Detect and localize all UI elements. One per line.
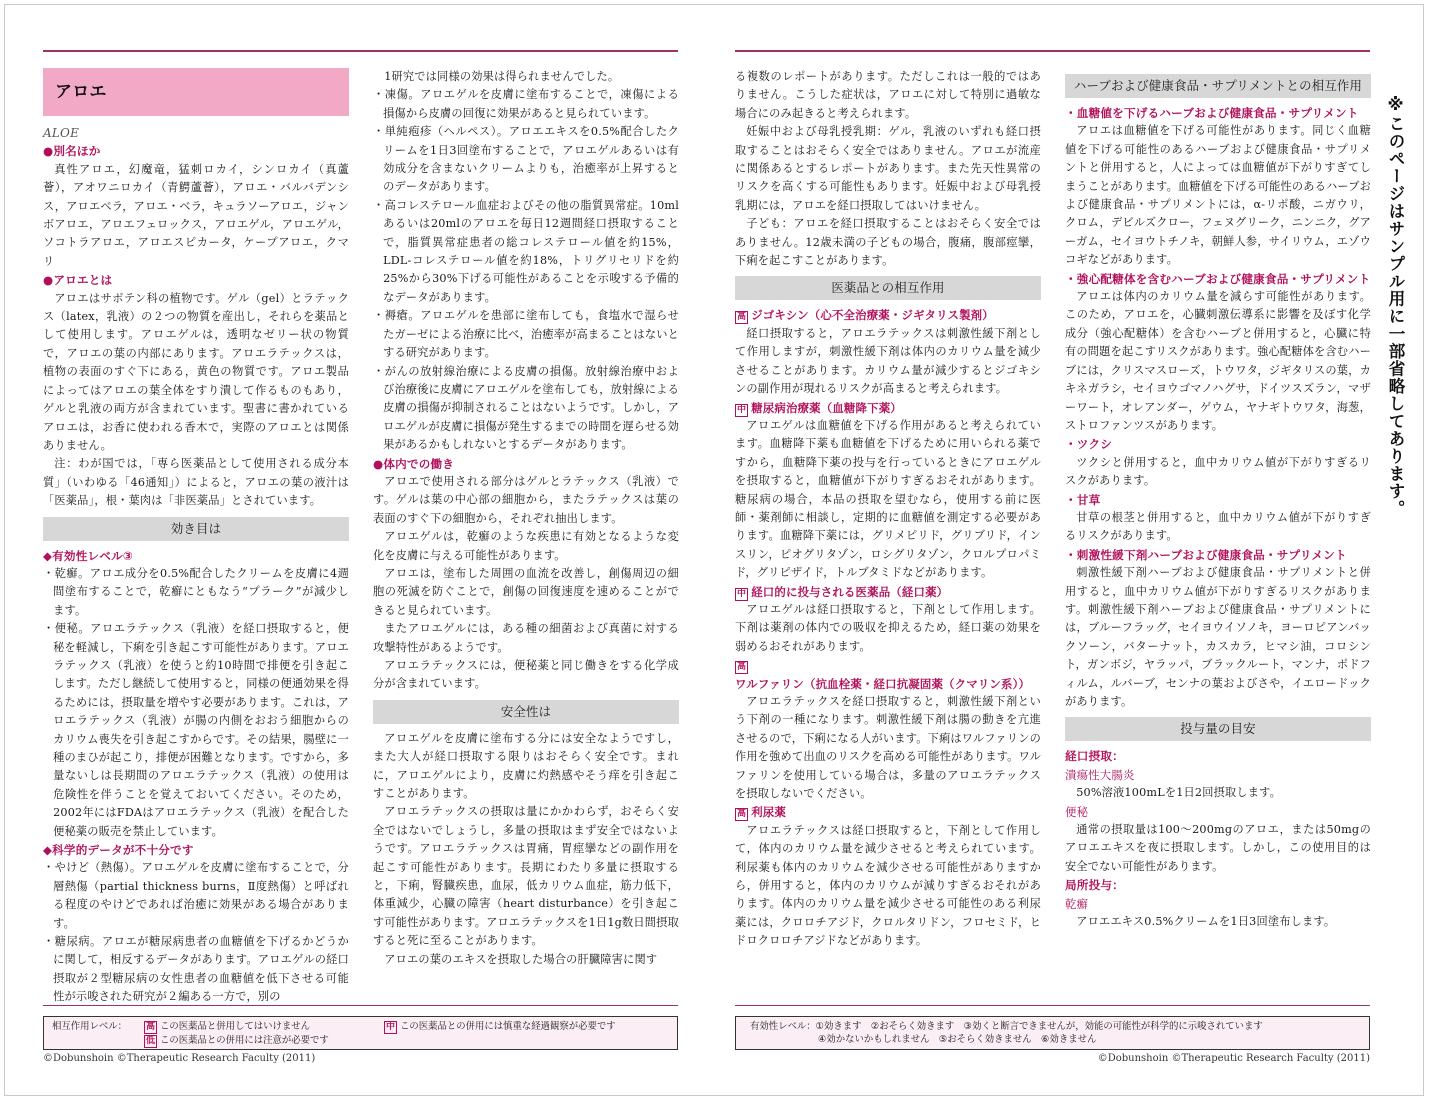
section-band: 投与量の目安 bbox=[1065, 717, 1371, 741]
dosage-condition: 便秘 bbox=[1065, 804, 1089, 819]
paragraph: 子ども：アロエを経口摂取することはおそらく安全ではありません。12歳未満の子どもの場合，腹痛，腹部痙攣，下痢を起こすことがあります。 bbox=[735, 217, 1041, 268]
legend-high: この医薬品と併用してはいけません bbox=[160, 1021, 311, 1032]
interaction-level-badge: 中 bbox=[737, 588, 747, 599]
top-rule bbox=[735, 50, 1370, 52]
paragraph: アロエラテックスには，便秘薬と同じ働きをする化学成分が含まれています。 bbox=[373, 659, 679, 691]
section-band: ハーブおよび健康食品・サプリメントとの相互作用 bbox=[1065, 74, 1371, 98]
interaction-level-badge: 中 bbox=[737, 404, 747, 415]
drug-name: ジゴキシン（心不全治療薬・ジギタリス製剤） bbox=[751, 308, 994, 323]
paragraph: 真性アロエ，幻魔竜，猛刺ロカイ，シンロカイ（真蘆薈），アオワニロカイ（青鰐蘆薈），アロエ・バルバデンシス，アロエベラ，アロエ・ベラ，キュラソーアロエ，ジャンボアロエ，アロエフェロックス，アロエゲル，アロエゲル，ソコトラアロエ，アロエスピカータ，ケープアロエ，クマリ bbox=[43, 162, 349, 268]
paragraph: アロエは体内のカリウム量を減らす可能性があります。このため，アロエを，心臓刺激伝導系に影響を及ぼす化学成分（強心配糖体）を含むハーブと併用すると，心臓に特有の問題を起こすリスクがあります。強心配糖体を含むハーブには，クリスマスローズ，トウワタ，ジギタリスの葉，カキネガラシ，セイヨウゴマノハグサ，ドイツスズラン，マザーワート，オレアンダー，ゲウム，ヤナギトウワタ，海葱，ストロファンツスがあります。 bbox=[1065, 290, 1371, 432]
section-heading: ・ツクシ bbox=[1065, 437, 1113, 452]
section-heading: ◆科学的データが不十分です bbox=[43, 843, 194, 858]
list-item: ・高コレステロール血症およびその他の脂質異常症。10mlあるいは20mlのアロエを毎日12週間経口摂取することで，脂質異常症患者の総コレステロール値を約15%，LDL-コレステロール値を約18%，トリグリセリドを約25%から30%下げる可能性があることを示唆する予備的なデータがあります。 bbox=[373, 198, 679, 304]
paragraph: アロエゲルは経口摂取すると，下剤として作用します。下剤は薬剤の体内での吸収を抑えるため，経口薬の効果を弱めるおそれがあります。 bbox=[735, 602, 1041, 653]
drug-heading bbox=[735, 583, 1041, 601]
paragraph: 1研究では同様の効果は得られませんでした。 bbox=[384, 70, 620, 83]
section-heading: ・強心配糖体を含むハーブおよび健康食品・サプリメント bbox=[1065, 271, 1371, 286]
paragraph: る複数のレポートがあります。ただしこれは一般的ではありません。こうした症状は，アロエに対して特別に過敏な場合にのみ起きると考えられます。 bbox=[735, 70, 1041, 120]
paragraph: アロエエキス0.5%クリームを1日3回塗布します。 bbox=[1076, 915, 1336, 929]
interaction-level-badge: 高 bbox=[737, 662, 747, 673]
section-heading: ・血糖値を下げるハーブおよび健康食品・サプリメント bbox=[1065, 106, 1359, 120]
copyright: ©Dobunshoin ©Therapeutic Research Faculty (2011) bbox=[1097, 1053, 1370, 1064]
list-item: ・便秘。アロエラテックス（乳液）を経口摂取すると，便秘を軽減し，下痢を引き起こす可能性があります。アロエラテックス（乳液）を使うと約10時間で排便を引き起こします。ただし継続して使用すると，同様の便通効果を得るためには，摂取量を増やす必要があります。これは，アロエラテックス（乳液）が腸の内側をおおう細胞からのカリウム喪失を引き起こすからです。その結果，腸壁に一種のまひが起こり，排便が困難となります。ですから，多量ないしは長期間のアロエラテックス（乳液）の使用は危険性を伴うことを覚えておいてください。そのため，2002年にはFDAはアロエラテックス（乳液）を配合した便秘薬の販売を禁止しています。 bbox=[43, 622, 349, 838]
list-item: ・やけど（熱傷）。アロエゲルを皮膚に塗布することで，分層熱傷（partial thickness burns，Ⅱ度熱傷）と呼ばれる程度のやけどであれば治癒に効果がある場合があります。 bbox=[43, 861, 349, 930]
bottom-rule bbox=[43, 1005, 678, 1006]
paragraph: アロエゲルは血糖値を下げる作用があると考えられています。血糖降下薬も血糖値を下げるために用いられる薬ですから，血糖降下薬の投与を行っているときにアロエゲルを摂取すると，血糖値が下がりすぎるおそれがあります。糖尿病の場合，本品の摂取を望むなら，使用する前に医師・薬剤師に相談し，定期的に血糖値を測定する必要があります。血糖降下薬には，グリメピリド，グリブリド，インスリン，ピオグリタゾン，ロシグリタゾン，クロルプロパミド，グリピザイド，トルブタミドなどがあります。 bbox=[735, 418, 1041, 580]
section-band: 医薬品との相互作用 bbox=[735, 276, 1041, 300]
list-item: ・凍傷。アロエゲルを皮膚に塗布することで，凍傷による損傷から皮膚の回復に効果があると見られています。 bbox=[373, 88, 679, 120]
section-heading: 経口摂取： bbox=[1065, 749, 1124, 764]
paragraph: アロエはサボテン科の植物です。ゲル（gel）とラテックス（latex，乳液）の２つの物質を産出し，それらを薬品として使用します。アロエゲルは，透明なゼリー状の物質で，アロエの葉の内部にあります。アロエラテックスは，植物の表面のすぐ下にある，黄色の物質です。アロエ製品によってはアロエの葉全体をすり潰して作るものもあり，ゲルと乳液の両方が含まれています。聖書に書かれているアロエは，お香に使われる香木で，実際のアロエとは関係ありません。 bbox=[43, 291, 349, 452]
mid-level-badge: 中 bbox=[386, 1022, 396, 1032]
left-page bbox=[43, 0, 678, 1100]
paragraph: アロエゲルは，乾癬のような疾患に有効となるような変化を皮膚に与える可能性があります。 bbox=[373, 530, 679, 562]
paragraph: アロエラテックスは経口摂取すると，下剤として作用して，体内のカリウム量を減少させると考えられています。利尿薬も体内のカリウムを減少させる可能性がありますから，併用すると，体内のカリウムが減りすぎるおそれがあります。体内のカリウム量を減少させる可能性のある利尿薬には，クロロチアジド，クロルタリドン，フロセミド，ヒドロクロロチアジドなどがあります。 bbox=[735, 823, 1041, 948]
paragraph: 通常の摂取量は100～200mgのアロエ，または50mgのアロエエキスを夜に摂取します。しかし，この使用目的は安全でない可能性があります。 bbox=[1065, 823, 1371, 873]
paragraph: アロエは，塗布した周囲の血流を改善し，創傷周辺の細胞の死滅を防ぐことで，創傷の回復速度を速めることができると見られています。 bbox=[373, 566, 679, 617]
right-column-a bbox=[735, 68, 1041, 951]
left-column-a bbox=[43, 68, 349, 1007]
paragraph: 経口摂取すると，アロエラテックスは刺激性緩下剤として作用しますが，刺激性緩下剤は体内のカリウム量を減少させることがあります。カリウム量が減少するとジゴキシンの副作用が現れるリスクが高まると考えられます。 bbox=[735, 326, 1041, 396]
right-page bbox=[735, 0, 1370, 1100]
paragraph: アロエで使用される部分はゲルとラテックス（乳液）です。ゲルは葉の中心部の細胞から，またラテックスは葉の表面のすぐ下の細胞から，それぞれ抽出します。 bbox=[373, 474, 679, 525]
paragraph: 注：わが国では，「専ら医薬品として使用される成分本質」（いわゆる「46通知」）によると，アロエの葉の液汁は「医薬品」，根・葉肉は「非医薬品」とされています。 bbox=[43, 457, 349, 508]
article-title: アロエ bbox=[43, 68, 349, 116]
section-heading: 局所投与： bbox=[1065, 878, 1124, 893]
efficacy-legend bbox=[735, 1016, 1370, 1050]
list-item: ・乾癬。アロエ成分を0.5%配合したクリームを皮膚に4週間塗布することで，乾癬にともなう“プラーク”が減少します。 bbox=[43, 566, 349, 617]
latin-name: ALOE bbox=[43, 126, 80, 140]
legend-mid: この医薬品との併用には慎重な経過観察が必要です bbox=[400, 1021, 616, 1032]
section-heading: ●アロエとは bbox=[43, 273, 113, 288]
drug-heading bbox=[735, 803, 1041, 821]
list-item: ・単純疱疹（ヘルペス）。アロエエキスを0.5%配合したクリームを1日3回塗布することで，アロエゲルあるいは有効成分を含まないクリームよりも，治癒率が上昇するとのデータがあります。 bbox=[373, 125, 679, 194]
low-level-badge: 低 bbox=[146, 1036, 156, 1046]
list-item: ・褥瘡。アロエゲルを患部に塗布しても，食塩水で湿らせたガーゼによる治療に比べ，治癒率が高まることはないとする研究があります。 bbox=[373, 309, 679, 360]
legend-low: この医薬品との併用には注意が必要です bbox=[160, 1035, 329, 1046]
paragraph: アロエラテックスの摂取は量にかかわらず，おそらく安全ではないでしょうし，多量の摂取はまず安全ではないようです。アロエラテックスは胃痛，胃痙攣などの副作用を起こす可能性があります。長期にわたり多量に摂取すると，下痢，腎臓疾患，血尿，低カリウム血症，筋力低下，体重減少，心臓の障害（heart disturbance）を引き起こす可能性があります。アロエラテックスを1日1g数日間摂取すると死に至ることがあります。 bbox=[373, 805, 679, 948]
paragraph: 刺激性緩下剤ハーブおよび健康食品・サプリメントと併用すると，血中カリウム値が下がりすぎるリスクがあります。刺激性緩下剤ハーブおよび健康食品・サプリメントには，ブルーフラッグ，セイヨウイソノキ，ヨーロピアンバックソーン，バターナット，カスカラ，ヒマシ油，コロシント，ガンボジ，ヤラッパ，ブラックルート，マンナ，ポドフィルム，ルバーブ，センナの葉およびさや，イエロードックがあります。 bbox=[1065, 566, 1371, 708]
paragraph: アロエゲルを皮膚に塗布する分には安全なようですし，また大人が経口摂取する限りはおそらく安全です。まれに，アロエゲルにより，皮膚に灼熱感やそう痒を引き起こすことがあります。 bbox=[373, 731, 679, 801]
paragraph: アロエの葉のエキスを摂取した場合の肝臓障害に関す bbox=[384, 952, 658, 966]
section-heading: ●体内での働き bbox=[373, 456, 455, 471]
interaction-level-badge: 高 bbox=[737, 312, 747, 323]
drug-name: 経口的に投与される医薬品（経口薬） bbox=[751, 584, 949, 599]
section-heading: ●別名ほか bbox=[43, 144, 101, 159]
legend-label: 相互作用レベル： bbox=[52, 1021, 128, 1032]
section-heading: ・刺激性緩下剤ハーブおよび健康食品・サプリメント bbox=[1065, 547, 1347, 562]
paragraph: アロエラテックスを経口摂取すると，刺激性緩下剤という下剤の一種になります。刺激性緩下剤は腸の動きを亢進させるので，下痢になる人がいます。下痢はワルファリンの作用を強めて出血のリスクを高める可能性があります。ワルファリンを使用している場合は，多量のアロエラテックスを摂取しないでください。 bbox=[735, 695, 1042, 801]
paragraph: 妊娠中および母乳授乳期：ゲル，乳液のいずれも経口摂取することはおそらく安全ではありません。アロエが流産に関係あるとするレポートがあります。また先天性異常のリスクを高くする可能性もあります。妊娠中および母乳授乳期には，アロエを経口摂取してはいけません。 bbox=[735, 125, 1041, 212]
drug-name: ワルファリン（抗血栓薬・経口抗凝固薬（クマリン系）） bbox=[735, 676, 1031, 691]
dosage-condition: 潰瘍性大腸炎 bbox=[1065, 767, 1135, 782]
drug-heading bbox=[735, 306, 1041, 324]
top-rule bbox=[43, 50, 678, 52]
paragraph: またアロエゲルには，ある種の細菌および真菌に対する攻撃特性があるようです。 bbox=[373, 622, 679, 654]
paragraph: アロエは血糖値を下げる可能性があります。同じく血糖値を下げる可能性のあるハーブおよび健康食品・サプリメントと併用すると，人によっては血糖値が下がりすぎてしまうことがあります。血糖値を下げる可能性のあるハーブおよび健康食品・サプリメントには，α-リポ酸，ニガウリ，クロム，デビルズクロー，フェヌグリーク，ニンニク，グアーガム，セイヨウトチノキ，朝鮮人参，サイリウム，エゾウコギなどがあります。 bbox=[1065, 124, 1372, 267]
left-column-b bbox=[373, 68, 679, 969]
copyright: ©Dobunshoin ©Therapeutic Research Faculty (2011) bbox=[43, 1053, 316, 1064]
list-item: ・がんの放射線治療による皮膚の損傷。放射線治療中および治療後に皮膚にアロエゲルを塗布しても，放射線による皮膚の損傷が抑制されることはないようです。しかし，アロエゲルが皮膚に損傷が発生するまでの時間を遅らせる効果があるかもしれないとするデータがあります。 bbox=[373, 364, 679, 452]
drug-heading bbox=[735, 656, 1041, 693]
paragraph: 甘草の根茎と併用すると，血中カリウム値が下がりすぎるリスクがあります。 bbox=[1065, 510, 1371, 543]
drug-heading bbox=[735, 399, 1041, 417]
section-band: 効き目は bbox=[43, 517, 349, 541]
interaction-legend bbox=[43, 1016, 678, 1050]
drug-name: 利尿薬 bbox=[751, 805, 786, 820]
list-item: ・糖尿病。アロエが糖尿病患者の血糖値を下げるかどうかに関して，相反するデータがあります。アロエゲルの経口摂取が２型糖尿病の女性患者の血糖値を低下させる可能性が示唆された研究が２編ある一方で，別の bbox=[43, 935, 349, 1004]
high-level-badge: 高 bbox=[146, 1022, 156, 1032]
legend-line-2: ④効かないかもしれません ⑤おそらく効きません ⑥効きません bbox=[818, 1034, 1097, 1045]
sample-note: ※このページはサンプル用に一部省略してあります。 bbox=[1386, 95, 1405, 518]
legend-line-1: 有効性レベル：①効きます ②おそらく効きます ③効くと断言できませんが，効能の可能性が科学的に示唆されています bbox=[750, 1021, 1263, 1032]
dosage-condition: 乾癬 bbox=[1065, 896, 1089, 911]
drug-name: 糖尿病治療薬（血糖降下薬） bbox=[751, 400, 902, 415]
interaction-level-badge: 高 bbox=[737, 809, 747, 820]
paragraph: ツクシと併用すると，血中カリウム値が下がりすぎるリスクがあります。 bbox=[1065, 455, 1371, 488]
paragraph: 50%溶液100mLを1日2回摂取します。 bbox=[1076, 786, 1282, 800]
section-heading: ・甘草 bbox=[1065, 492, 1101, 507]
right-column-b bbox=[1065, 68, 1371, 931]
section-band: 安全性は bbox=[373, 700, 679, 724]
bottom-rule bbox=[735, 1005, 1370, 1006]
section-heading: ◆有効性レベル③ bbox=[43, 548, 133, 563]
